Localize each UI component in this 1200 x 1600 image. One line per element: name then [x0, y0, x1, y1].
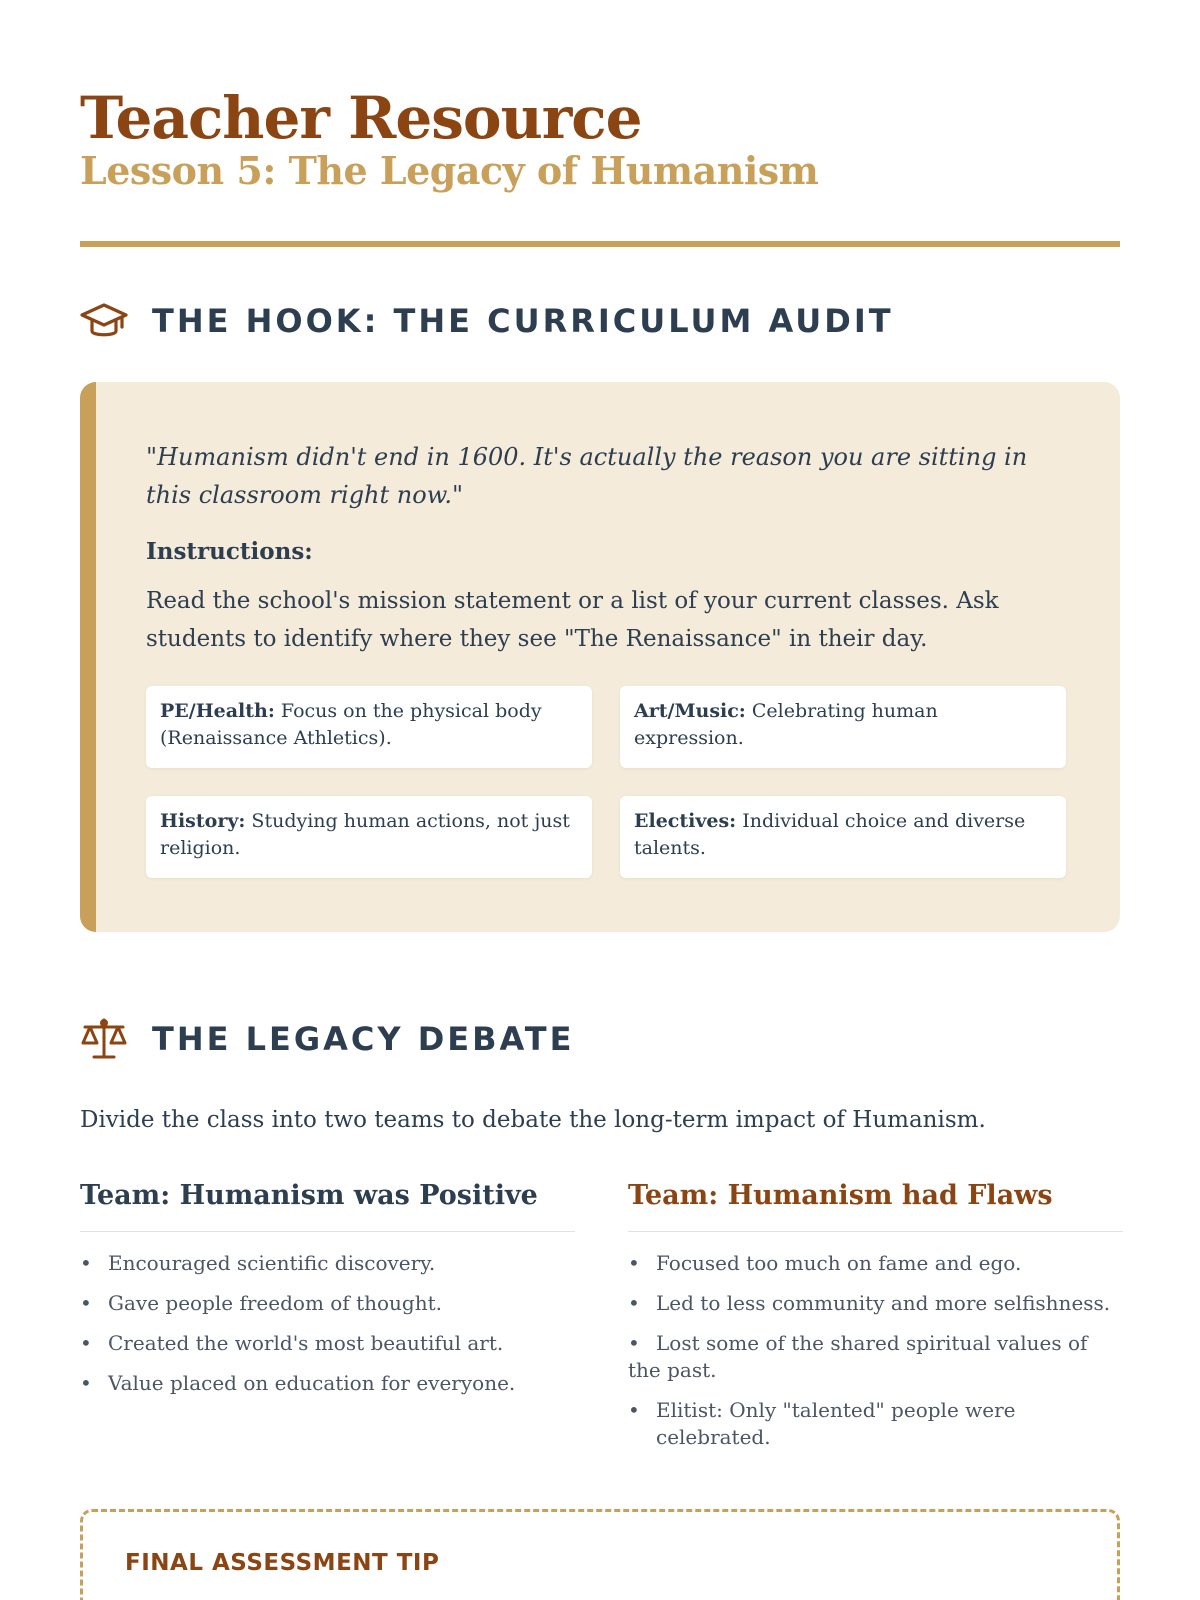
list-item: • Elitist: Only "talented" people were celebrated. [628, 1397, 1123, 1451]
subject-card-text: Celebrating human expression. [634, 700, 938, 749]
subject-card-text: Studying human actions, not just religion. [160, 810, 570, 859]
subject-card [146, 796, 592, 878]
debate-section-heading [80, 1014, 574, 1064]
list-item: • Created the world's most beautiful art. [80, 1330, 575, 1357]
hook-section-heading [80, 296, 894, 346]
page-subtitle: Lesson 5: The Legacy of Humanism [80, 148, 819, 193]
list-item: • Led to less community and more selfishness. [628, 1290, 1123, 1317]
team-positive-title: Team: Humanism was Positive [80, 1180, 575, 1232]
instructions-label: Instructions: [146, 538, 313, 565]
subject-card-text: Focus on the physical body (Renaissance Athletics). [160, 700, 542, 749]
debate-heading-label: THE LEGACY DEBATE [152, 1020, 575, 1058]
list-item: • Encouraged scientific discovery. [80, 1250, 575, 1277]
instructions-text: Read the school's mission statement or a list of your current classes. Ask students to identify where they see "The Renaissance" in their day. [146, 588, 999, 652]
subject-card-label: PE/Health: [160, 700, 275, 722]
list-item: • Lost some of the shared spiritual values of the past. [628, 1330, 1123, 1384]
hook-callout [80, 382, 1120, 932]
list-item: • Gave people freedom of thought. [80, 1290, 575, 1317]
page-title: Teacher Resource [80, 84, 642, 152]
graduation-cap-icon [80, 299, 132, 343]
team-positive-list [80, 1250, 575, 1397]
team-positive [80, 1180, 575, 1410]
hook-heading-label: THE HOOK: THE CURRICULUM AUDIT [152, 302, 894, 340]
subject-card [146, 686, 592, 768]
list-item: • Value placed on education for everyone. [80, 1370, 575, 1397]
subject-card-label: Electives: [634, 810, 737, 832]
subject-card [620, 686, 1066, 768]
assessment-tip-box [80, 1509, 1120, 1600]
subject-card-label: History: [160, 810, 246, 832]
list-item: • Focused too much on fame and ego. [628, 1250, 1123, 1277]
balance-scale-icon [80, 1017, 132, 1061]
subject-card-text: Individual choice and diverse talents. [634, 810, 1026, 859]
header-divider [80, 241, 1120, 247]
team-flaws [628, 1180, 1123, 1464]
team-flaws-title: Team: Humanism had Flaws [628, 1180, 1123, 1232]
subject-card-label: Art/Music: [634, 700, 746, 722]
subject-card [620, 796, 1066, 878]
team-flaws-list [628, 1250, 1123, 1451]
hook-quote: "Humanism didn't end in 1600. It's actually the reason you are sitting in this classroom right now." [146, 443, 1028, 509]
debate-intro: Divide the class into two teams to debate the long-term impact of Humanism. [80, 1107, 986, 1133]
assessment-tip-label: FINAL ASSESSMENT TIP [125, 1550, 440, 1576]
